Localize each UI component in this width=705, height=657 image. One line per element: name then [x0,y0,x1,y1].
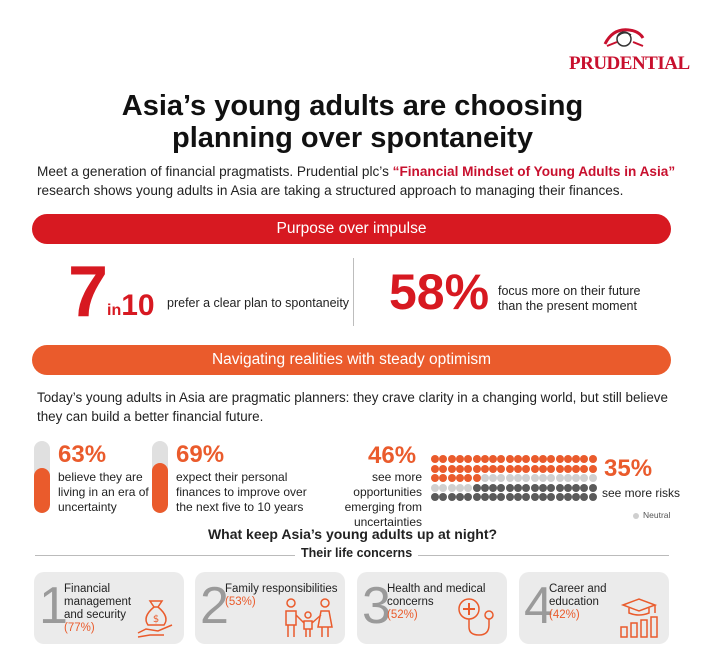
dot-matrix-dot [448,455,456,463]
stat-46-value: 46% [368,442,417,469]
dot-matrix-dot [489,493,497,501]
dot-matrix-dot [506,465,514,473]
dot-matrix-dot [473,493,481,501]
stat-in-word: in [107,302,122,319]
dot-matrix-dot [522,455,530,463]
banner-steady-optimism: Navigating realities with steady optimism [32,345,671,375]
concern-3-line1: Health and medical [387,583,486,595]
neutral-legend-dot [633,513,639,519]
concern-3-line2: concerns [387,596,434,608]
page-title [0,90,705,154]
dot-matrix-dot [556,484,564,492]
stat-63-line3: uncertainty [58,500,117,514]
concern-1-pct: (77%) [64,622,95,634]
graduation-growth-icon [617,595,661,639]
dot-matrix-dot [514,465,522,473]
concern-4-line2: education [549,596,599,608]
dot-matrix-dot [514,455,522,463]
dot-matrix-dot [456,484,464,492]
dot-matrix-dot [497,484,505,492]
gauge-69-fill [152,463,168,513]
gauge-63 [34,441,50,513]
dot-matrix-dot [564,484,572,492]
dot-matrix-dot [439,493,447,501]
stat-63-line2: living in an era of [58,485,149,499]
dot-matrix-dot [580,493,588,501]
dot-matrix-dot [473,465,481,473]
dot-matrix-dot [547,493,555,501]
dot-matrix-dot [473,484,481,492]
dot-matrix-dot [497,493,505,501]
dot-matrix-dot [547,455,555,463]
dot-matrix-dot [514,484,522,492]
dot-matrix-dot [431,493,439,501]
dot-matrix-dot [481,474,489,482]
dot-matrix-dot [531,455,539,463]
dot-matrix-dot [547,474,555,482]
dot-matrix-dot [539,474,547,482]
stat-7-number: 7 [68,252,109,332]
stat-35-text: see more risks [602,486,681,500]
svg-text:$: $ [152,614,160,625]
banner-purpose-over-impulse: Purpose over impulse [32,214,671,244]
stat-69-value: 69% [176,441,225,468]
dot-matrix-dot [489,484,497,492]
gauge-69 [152,441,168,513]
dot-matrix-dot [456,465,464,473]
concern-1-line2: management [64,596,132,608]
stat-35-value: 35% [604,455,653,482]
dot-matrix-dot [497,474,505,482]
prudential-wordmark: PRUDENTIAL [569,53,690,74]
dot-matrix-dot [481,484,489,492]
title-line-2: planning over spontaneity [172,122,533,154]
stat-46-line3: uncertainties [353,515,422,529]
dot-matrix-dot [572,484,580,492]
concern-card-3 [357,572,507,644]
family-icon [281,595,337,639]
concern-4-pct: (42%) [549,609,580,621]
dot-matrix-dot [464,465,472,473]
dot-matrix-dot [531,493,539,501]
stat-46-line2: emerging from [344,500,422,514]
dot-matrix-dot [564,474,572,482]
dot-matrix-dot [431,465,439,473]
dot-matrix-dot [473,474,481,482]
dot-matrix-dot [572,493,580,501]
dot-matrix-dot [514,493,522,501]
dot-matrix-dot [572,474,580,482]
section2-paragraph: Today’s young adults in Asia are pragmatic planners: they crave clarity in a changing world, but still believe they can build a better financial future. [37,390,668,424]
concern-4-text [549,583,607,622]
dot-matrix-dot [580,465,588,473]
concern-3-number: 3 [362,577,391,635]
stat-63-text [58,470,153,515]
dot-matrix-dot [448,474,456,482]
dot-matrix-dot [481,493,489,501]
concern-card-1 [34,572,184,644]
dot-matrix-dot [580,474,588,482]
intro-text-after: research shows young adults in Asia are taking a structured approach to managing their finances. [37,183,624,198]
dot-matrix-dot [497,455,505,463]
dot-matrix-dot [439,484,447,492]
dot-matrix-dot [556,474,564,482]
dot-matrix-dot [448,484,456,492]
concerns-subheading: Their life concerns [295,546,418,560]
vertical-divider [353,258,354,326]
concern-1-number: 1 [39,577,68,635]
dot-matrix-dot [489,474,497,482]
dot-matrix-dot [539,484,547,492]
concerns-heading: What keep Asia’s young adults up at night? [207,526,498,542]
gauge-63-fill [34,468,50,513]
stat-58-text: focus more on their future than the present moment [498,284,641,313]
dot-matrix-dot [531,484,539,492]
stethoscope-icon [455,595,499,639]
dot-matrix-dot [556,465,564,473]
dot-matrix-dot [464,484,472,492]
stat-ten: 10 [121,289,155,322]
dot-matrix-dot [531,465,539,473]
dot-matrix-dot [439,474,447,482]
stat-63-value: 63% [58,441,107,468]
dot-matrix-dot [589,493,597,501]
dot-matrix-dot [580,455,588,463]
dot-matrix-dot [589,455,597,463]
dot-matrix-dot [431,455,439,463]
dot-matrix-dot [547,465,555,473]
concern-1-line1: Financial [64,583,111,595]
dot-matrix-dot [439,465,447,473]
dot-matrix-dot [514,474,522,482]
concern-card-4 [519,572,669,644]
dot-matrix-dot [431,474,439,482]
dot-matrix-dot [439,455,447,463]
dot-matrix-dot [556,493,564,501]
intro-paragraph [37,162,677,200]
dot-matrix-dot [547,484,555,492]
dot-matrix-dot [589,484,597,492]
dot-matrix-dot [473,455,481,463]
dot-matrix-dot [464,474,472,482]
dot-matrix-dot [506,493,514,501]
dot-matrix-dot [522,484,530,492]
stat-46-text [300,470,422,530]
dot-matrix-dot [564,465,572,473]
dot-matrix-dot [564,455,572,463]
concern-3-pct: (52%) [387,609,418,621]
dot-matrix-dot [572,455,580,463]
dot-matrix-dot [572,465,580,473]
intro-text-before: Meet a generation of financial pragmatists. Prudential plc’s [37,164,393,179]
dot-matrix-dot [522,474,530,482]
dot-matrix-dot [589,465,597,473]
stat-7-text: prefer a clear plan to spontaneity [167,296,350,310]
neutral-legend-label: Neutral [643,510,671,520]
dot-matrix-dot [489,465,497,473]
dot-matrix-dot [431,484,439,492]
dot-matrix-dot [522,493,530,501]
dot-matrix-dot [506,455,514,463]
dot-matrix-dot [564,493,572,501]
stat-63-line1: believe they are [58,470,143,484]
intro-highlight: “Financial Mindset of Young Adults in Asia” [392,164,676,179]
stat-58-number: 58% [389,264,490,320]
concern-2-number: 2 [200,577,229,635]
concern-2-pct: (53%) [225,596,256,608]
concern-1-line3: and security [64,609,127,621]
dot-matrix [431,455,596,501]
stat-69-line1: expect their personal [176,470,288,484]
lady-prudence-icon [599,24,649,52]
concern-1-text [64,583,131,635]
dot-matrix-dot [506,474,514,482]
stat-46-line1: see more opportunities [353,470,422,499]
concern-4-line1: Career and [549,583,607,595]
dot-matrix-dot [481,465,489,473]
concern-2-line1: Family responsibilities [225,583,338,595]
dot-matrix-dot [531,474,539,482]
dot-matrix-dot [464,455,472,463]
dot-matrix-dot [589,474,597,482]
dot-matrix-dot [456,493,464,501]
dot-matrix-dot [456,474,464,482]
money-bag-hand-icon [136,595,176,639]
stat-69-line3: the next five to 10 years [176,500,304,514]
dot-matrix-dot [456,455,464,463]
dot-matrix-dot [448,465,456,473]
prudential-logo [569,24,690,80]
dot-matrix-dot [481,455,489,463]
dot-matrix-dot [539,465,547,473]
title-line-1: Asia’s young adults are choosing [121,90,584,122]
dot-matrix-dot [448,493,456,501]
dot-matrix-dot [497,465,505,473]
concern-card-2 [195,572,345,644]
dot-matrix-dot [506,484,514,492]
dot-matrix-dot [539,493,547,501]
stat-69-line2: finances to improve over [176,485,307,499]
dot-matrix-dot [539,455,547,463]
dot-matrix-dot [556,455,564,463]
dot-matrix-dot [489,455,497,463]
dot-matrix-dot [464,493,472,501]
concern-4-number: 4 [524,577,553,635]
dot-matrix-dot [580,484,588,492]
dot-matrix-dot [522,465,530,473]
